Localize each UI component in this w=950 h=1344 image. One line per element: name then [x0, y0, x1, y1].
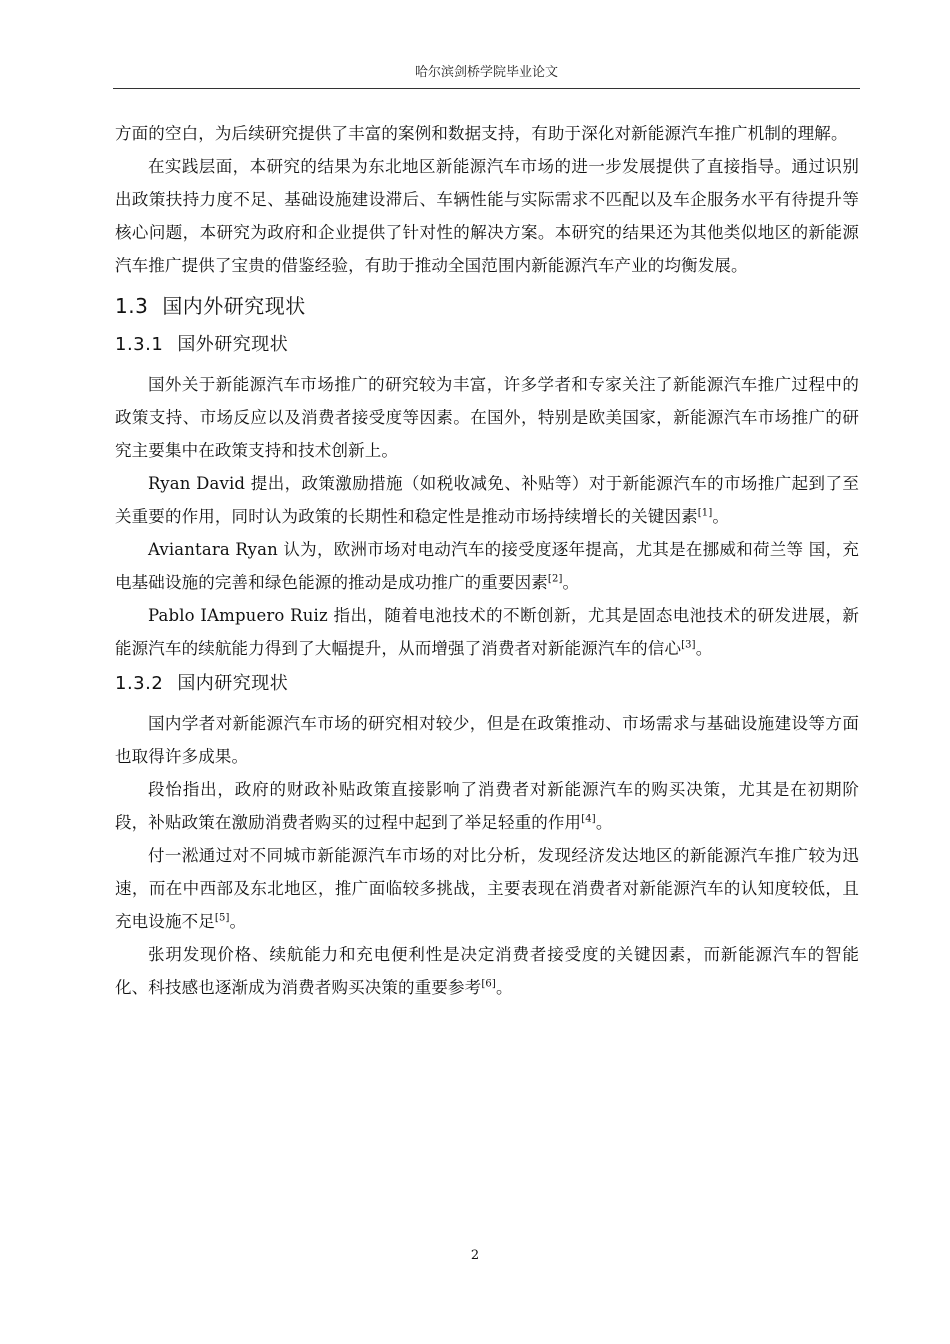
paragraph-foreign-overview: 国外关于新能源汽车市场推广的研究较为丰富，许多学者和专家关注了新能源汽车推广过程中的政策支持、市场反应以及消费者接受度等因素。在国外，特别是欧美国家，新能源汽车市场推广的研究主要集中在政策支持和技术创新上。 — [115, 375, 859, 460]
paragraph-domestic-overview: 国内学者对新能源汽车市场的研究相对较少，但是在政策推动、市场需求与基础设施建设等方面也取得许多成果。 — [115, 714, 859, 766]
paragraph-ryan-david — [115, 467, 859, 533]
paragraph-text: Ryan David 提出，政策激励措施（如税收减免、补贴等）对于新能源汽车的市场推广起到了至关重要的作用，同时认为政策的长期性和稳定性是推动市场持续增长的关键因素 — [115, 474, 859, 526]
paragraph-continuation: 方面的空白，为后续研究提供了丰富的案例和数据支持，有助于深化对新能源汽车推广机制的理解。 — [115, 124, 848, 143]
header-rule — [113, 88, 860, 89]
citation-ref: [3] — [681, 639, 696, 651]
citation-ref: [1] — [697, 507, 713, 519]
paragraph-end: 。 — [495, 978, 513, 997]
section-number: 1.3.2 — [115, 673, 164, 694]
paragraph-end: 。 — [595, 813, 613, 832]
paragraph-aviantara-ryan — [115, 533, 859, 599]
section-number: 1.3.1 — [115, 334, 164, 355]
paragraph-practice: 在实践层面，本研究的结果为东北地区新能源汽车市场的进一步发展提供了直接指导。通过识别出政策扶持力度不足、基础设施建设滞后、车辆性能与实际需求不匹配以及车企服务水平有待提升等核心问题，本研究为政府和企业提供了针对性的解决方案。本研究的结果还为其他类似地区的新能源汽车推广提供了宝贵的借鉴经验，有助于推动全国范围内新能源汽车产业的均衡发展。 — [115, 157, 859, 275]
paragraph-end: 。 — [712, 507, 730, 526]
section-title: 国内研究现状 — [177, 673, 289, 694]
citation-ref: [4] — [581, 813, 596, 825]
paragraph-fu-yisong — [115, 839, 859, 938]
paragraph-zhang-yue — [115, 938, 859, 1004]
paragraph-duan-yi — [115, 773, 859, 839]
section-heading-1-3-2 — [115, 667, 859, 701]
paragraph-pablo-ruiz — [115, 599, 859, 665]
page-number: 2 — [470, 1248, 480, 1263]
paragraph-text: Pablo IAmpuero Ruiz 指出，随着电池技术的不断创新，尤其是固态电池技术的研发进展，新能源汽车的续航能力得到了大幅提升，从而增强了消费者对新能源汽车的信心 — [115, 606, 859, 658]
running-header: 哈尔滨剑桥学院毕业论文 — [414, 65, 558, 80]
citation-ref: [5] — [214, 912, 230, 924]
paragraph-end: 。 — [562, 573, 580, 592]
paragraph-end: 。 — [695, 639, 713, 658]
paragraph-text: 付一淞通过对不同城市新能源汽车市场的对比分析，发现经济发达地区的新能源汽车推广较为迅速，而在中西部及东北地区，推广面临较多挑战，主要表现在消费者对新能源汽车的认知度较低，且充电设施不足 — [115, 846, 859, 931]
section-title: 国外研究现状 — [177, 334, 289, 355]
citation-ref: [2] — [547, 573, 563, 585]
section-heading-1-3 — [115, 288, 859, 324]
paragraph-text: 段怡指出，政府的财政补贴政策直接影响了消费者对新能源汽车的购买决策，尤其是在初期阶段，补贴政策在激励消费者购买的过程中起到了举足轻重的作用 — [115, 780, 859, 832]
page-body — [115, 117, 859, 1004]
section-number: 1.3 — [115, 294, 149, 318]
section-heading-1-3-1 — [115, 328, 859, 362]
paragraph-text: Aviantara Ryan 认为，欧洲市场对电动汽车的接受度逐年提高，尤其是在挪威和荷兰等 国，充电基础设施的完善和绿色能源的推动是成功推广的重要因素 — [115, 540, 859, 592]
section-title: 国内外研究现状 — [162, 294, 306, 318]
paragraph-end: 。 — [229, 912, 247, 931]
paragraph-text: 张玥发现价格、续航能力和充电便利性是决定消费者接受度的关键因素，而新能源汽车的智能化、科技感也逐渐成为消费者购买决策的重要参考 — [115, 945, 859, 997]
citation-ref: [6] — [481, 978, 496, 990]
